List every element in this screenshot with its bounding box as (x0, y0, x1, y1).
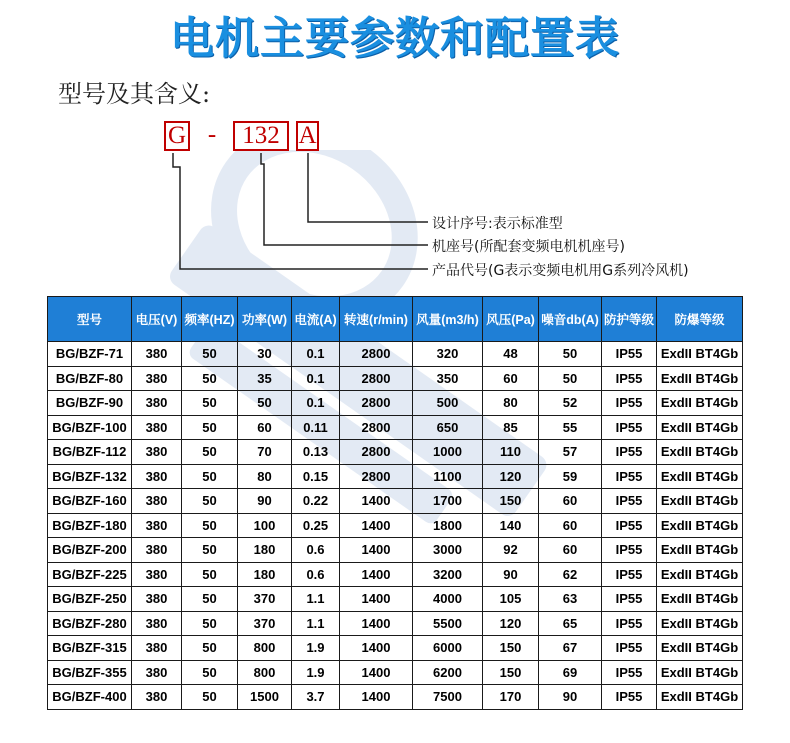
table-cell: 370 (238, 611, 292, 636)
table-cell: 0.11 (292, 415, 340, 440)
table-cell: IP55 (602, 660, 657, 685)
table-cell: 2800 (340, 366, 413, 391)
column-header: 电压(V) (132, 297, 182, 342)
table-cell: 90 (483, 562, 539, 587)
table-row (48, 611, 743, 636)
table-row (48, 440, 743, 465)
table-cell: IP55 (602, 489, 657, 514)
table-cell: BG/BZF-250 (48, 587, 132, 612)
table-cell: 60 (238, 415, 292, 440)
table-cell: 380 (132, 464, 182, 489)
table-cell: 0.25 (292, 513, 340, 538)
column-header: 转速(r/min) (340, 297, 413, 342)
table-cell: IP55 (602, 611, 657, 636)
table-cell: 3000 (413, 538, 483, 563)
table-cell: 0.1 (292, 391, 340, 416)
table-cell: 50 (182, 391, 238, 416)
table-cell: BG/BZF-200 (48, 538, 132, 563)
table-cell: 0.22 (292, 489, 340, 514)
table-cell: BG/BZF-112 (48, 440, 132, 465)
table-cell: 1400 (340, 513, 413, 538)
table-cell: IP55 (602, 685, 657, 710)
table-cell: 140 (483, 513, 539, 538)
table-body (48, 342, 743, 710)
table-cell: 120 (483, 464, 539, 489)
table-cell: 80 (483, 391, 539, 416)
table-cell: 50 (182, 366, 238, 391)
table-cell: IP55 (602, 366, 657, 391)
table-cell: ExdII BT4Gb (657, 342, 743, 367)
table-row (48, 587, 743, 612)
table-header-row (48, 297, 743, 342)
column-header: 风压(Pa) (483, 297, 539, 342)
table-cell: 100 (238, 513, 292, 538)
table-cell: ExdII BT4Gb (657, 636, 743, 661)
table-cell: IP55 (602, 587, 657, 612)
table-cell: 150 (483, 660, 539, 685)
table-row (48, 464, 743, 489)
table-cell: 2800 (340, 440, 413, 465)
table-cell: 0.1 (292, 366, 340, 391)
table-cell: 90 (238, 489, 292, 514)
table-cell: 380 (132, 489, 182, 514)
table-cell: 70 (238, 440, 292, 465)
table-cell: 150 (483, 636, 539, 661)
table-row (48, 366, 743, 391)
table-row (48, 685, 743, 710)
table-cell: 90 (539, 685, 602, 710)
table-cell: 120 (483, 611, 539, 636)
note-product-code: 产品代号(G表示变频电机用G系列冷风机) (432, 263, 689, 279)
table-cell: ExdII BT4Gb (657, 415, 743, 440)
table-cell: 59 (539, 464, 602, 489)
table-cell: 380 (132, 513, 182, 538)
table-cell: 0.13 (292, 440, 340, 465)
table-cell: 2800 (340, 464, 413, 489)
table-cell: BG/BZF-280 (48, 611, 132, 636)
table-cell: 50 (182, 636, 238, 661)
table-cell: ExdII BT4Gb (657, 562, 743, 587)
table-cell: 60 (483, 366, 539, 391)
table-cell: ExdII BT4Gb (657, 611, 743, 636)
table-cell: BG/BZF-160 (48, 489, 132, 514)
table-cell: ExdII BT4Gb (657, 538, 743, 563)
table-cell: 650 (413, 415, 483, 440)
table-cell: 50 (182, 538, 238, 563)
column-header: 防护等级 (602, 297, 657, 342)
table-cell: 1400 (340, 611, 413, 636)
table-cell: 50 (539, 342, 602, 367)
table-cell: BG/BZF-100 (48, 415, 132, 440)
table-cell: 1100 (413, 464, 483, 489)
table-cell: BG/BZF-315 (48, 636, 132, 661)
table-cell: 350 (413, 366, 483, 391)
table-row (48, 415, 743, 440)
table-cell: 180 (238, 562, 292, 587)
table-cell: 110 (483, 440, 539, 465)
table-cell: 62 (539, 562, 602, 587)
table-cell: ExdII BT4Gb (657, 366, 743, 391)
table-cell: ExdII BT4Gb (657, 513, 743, 538)
table-cell: 5500 (413, 611, 483, 636)
table-cell: 3.7 (292, 685, 340, 710)
table-cell: 1.9 (292, 636, 340, 661)
code-series-box: G (164, 121, 190, 151)
table-cell: 1400 (340, 587, 413, 612)
table-cell: 380 (132, 538, 182, 563)
page-title: 电机主要参数和配置表 (170, 13, 620, 64)
table-cell: IP55 (602, 464, 657, 489)
table-cell: 50 (182, 587, 238, 612)
table-cell: 320 (413, 342, 483, 367)
table-cell: BG/BZF-90 (48, 391, 132, 416)
table-cell: 1.1 (292, 587, 340, 612)
table-cell: 150 (483, 489, 539, 514)
table-cell: 50 (182, 611, 238, 636)
table-cell: 50 (182, 342, 238, 367)
code-frame-box: 132 (233, 121, 289, 151)
table-cell: 63 (539, 587, 602, 612)
table-cell: 30 (238, 342, 292, 367)
table-cell: 170 (483, 685, 539, 710)
table-cell: BG/BZF-225 (48, 562, 132, 587)
table-cell: ExdII BT4Gb (657, 440, 743, 465)
table-cell: 69 (539, 660, 602, 685)
table-cell: IP55 (602, 415, 657, 440)
column-header: 电流(A) (292, 297, 340, 342)
table-cell: 380 (132, 415, 182, 440)
table-cell: 0.6 (292, 562, 340, 587)
table-cell: 80 (238, 464, 292, 489)
table-cell: 800 (238, 636, 292, 661)
table-cell: 50 (182, 489, 238, 514)
code-design-box: A (296, 121, 319, 151)
table-cell: 60 (539, 538, 602, 563)
table-cell: 380 (132, 660, 182, 685)
table-cell: 67 (539, 636, 602, 661)
table-cell: 52 (539, 391, 602, 416)
table-cell: 380 (132, 440, 182, 465)
table-cell: 0.15 (292, 464, 340, 489)
motor-spec-table (47, 296, 743, 710)
table-row (48, 391, 743, 416)
table-cell: ExdII BT4Gb (657, 391, 743, 416)
table-cell: 2800 (340, 391, 413, 416)
table-cell: 50 (182, 562, 238, 587)
table-cell: 1400 (340, 636, 413, 661)
table-cell: 1400 (340, 562, 413, 587)
table-cell: 380 (132, 685, 182, 710)
note-design-serial: 设计序号:表示标准型 (432, 216, 563, 232)
column-header: 频率(HZ) (182, 297, 238, 342)
table-cell: 1000 (413, 440, 483, 465)
table-cell: 500 (413, 391, 483, 416)
table-cell: ExdII BT4Gb (657, 489, 743, 514)
table-cell: 3200 (413, 562, 483, 587)
table-cell: 1400 (340, 489, 413, 514)
table-cell: 800 (238, 660, 292, 685)
table-cell: 50 (182, 415, 238, 440)
table-cell: BG/BZF-400 (48, 685, 132, 710)
table-cell: 105 (483, 587, 539, 612)
table-row (48, 513, 743, 538)
table-cell: 1400 (340, 660, 413, 685)
table-cell: IP55 (602, 391, 657, 416)
table-cell: 1400 (340, 538, 413, 563)
table-cell: 6000 (413, 636, 483, 661)
table-cell: BG/BZF-71 (48, 342, 132, 367)
table-cell: 65 (539, 611, 602, 636)
table-cell: 7500 (413, 685, 483, 710)
table-cell: 50 (182, 513, 238, 538)
table-cell: 50 (182, 685, 238, 710)
table-cell: 1800 (413, 513, 483, 538)
table-cell: BG/BZF-355 (48, 660, 132, 685)
table-cell: 2800 (340, 415, 413, 440)
table-cell: 380 (132, 366, 182, 391)
column-header: 防爆等级 (657, 297, 743, 342)
table-cell: 50 (182, 440, 238, 465)
model-meaning-heading: 型号及其含义: (58, 80, 211, 108)
table-cell: 60 (539, 489, 602, 514)
note-frame-number: 机座号(所配套变频电机机座号) (432, 239, 625, 255)
table-cell: 0.6 (292, 538, 340, 563)
table-cell: 370 (238, 587, 292, 612)
table-cell: 0.1 (292, 342, 340, 367)
column-header: 型号 (48, 297, 132, 342)
table-cell: 1.9 (292, 660, 340, 685)
table-cell: 1500 (238, 685, 292, 710)
table-cell: IP55 (602, 440, 657, 465)
table-cell: BG/BZF-180 (48, 513, 132, 538)
table-cell: 380 (132, 342, 182, 367)
table-cell: 50 (539, 366, 602, 391)
table-cell: 180 (238, 538, 292, 563)
table-cell: 35 (238, 366, 292, 391)
table-row (48, 636, 743, 661)
table-cell: BG/BZF-132 (48, 464, 132, 489)
table-cell: 2800 (340, 342, 413, 367)
table-cell: 380 (132, 587, 182, 612)
table-row (48, 342, 743, 367)
table-cell: 48 (483, 342, 539, 367)
table-cell: ExdII BT4Gb (657, 660, 743, 685)
table-cell: ExdII BT4Gb (657, 685, 743, 710)
table-cell: 50 (238, 391, 292, 416)
table-cell: 55 (539, 415, 602, 440)
table-cell: 1400 (340, 685, 413, 710)
code-separator: - (207, 121, 217, 148)
table-cell: IP55 (602, 636, 657, 661)
table-cell: BG/BZF-80 (48, 366, 132, 391)
table-cell: IP55 (602, 513, 657, 538)
table-cell: 50 (182, 660, 238, 685)
table-cell: 85 (483, 415, 539, 440)
table-cell: ExdII BT4Gb (657, 464, 743, 489)
table-cell: 50 (182, 464, 238, 489)
table-cell: IP55 (602, 562, 657, 587)
table-cell: ExdII BT4Gb (657, 587, 743, 612)
table-cell: 4000 (413, 587, 483, 612)
table-cell: 60 (539, 513, 602, 538)
table-cell: IP55 (602, 538, 657, 563)
table-cell: 380 (132, 391, 182, 416)
table-cell: 1.1 (292, 611, 340, 636)
table-cell: 57 (539, 440, 602, 465)
table-cell: 6200 (413, 660, 483, 685)
table-row (48, 660, 743, 685)
column-header: 功率(W) (238, 297, 292, 342)
table-cell: 380 (132, 562, 182, 587)
column-header: 风量(m3/h) (413, 297, 483, 342)
table-row (48, 562, 743, 587)
column-header: 噪音db(A) (539, 297, 602, 342)
table-row (48, 489, 743, 514)
table-cell: 92 (483, 538, 539, 563)
table-cell: 380 (132, 611, 182, 636)
table-cell: 1700 (413, 489, 483, 514)
table-cell: IP55 (602, 342, 657, 367)
table-row (48, 538, 743, 563)
table-cell: 380 (132, 636, 182, 661)
